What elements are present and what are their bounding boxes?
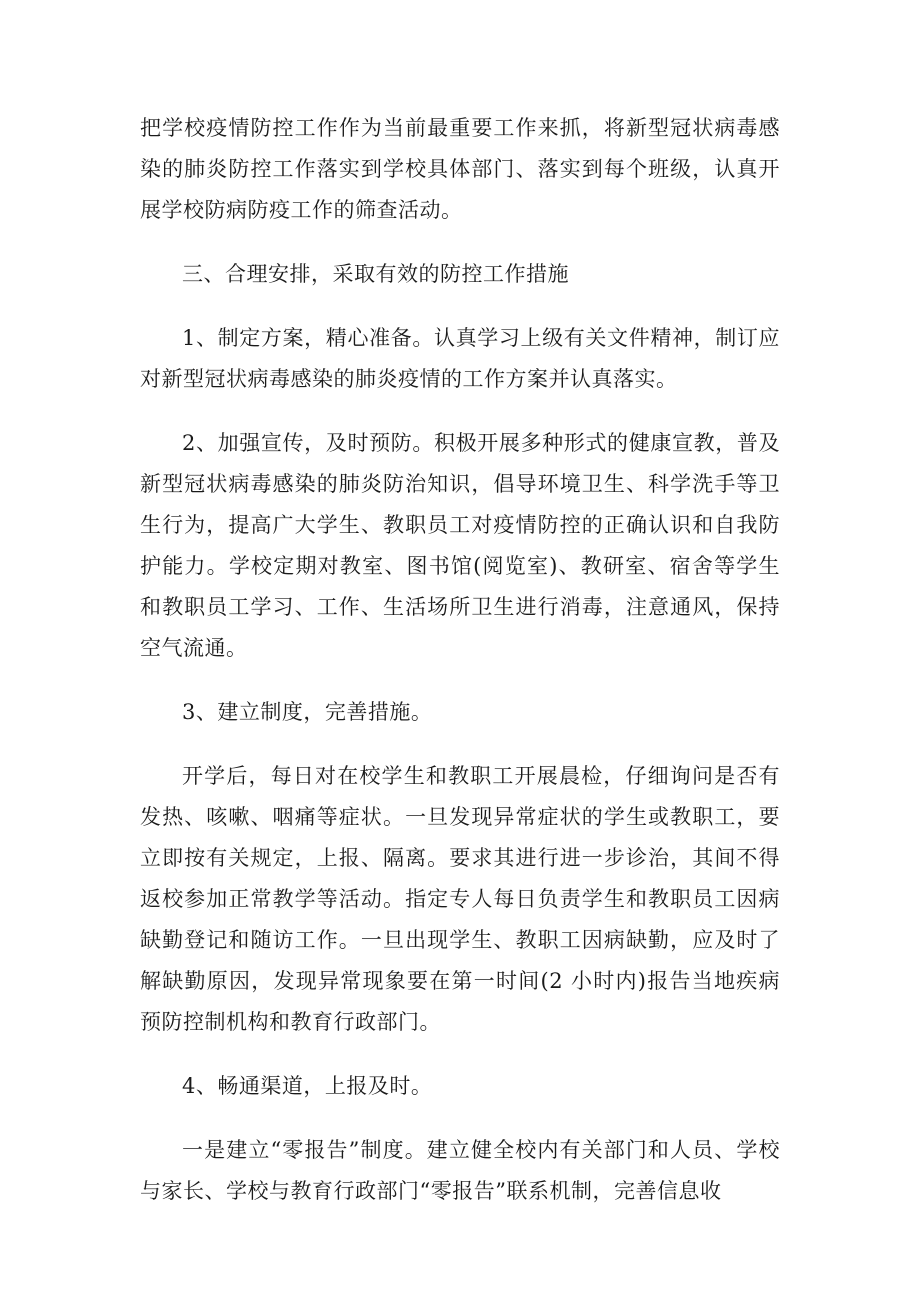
paragraph-item-3-body: 开学后，每日对在校学生和教职工开展晨检，仔细询问是否有发热、咳嗽、咽痛等症状。一旦发现异常症状的学生或教职工，要立即按有关规定，上报、隔离。要求其进行进一步诊治，其间不得返校参加正常教学等活动。指定专人每日负责学生和教职员工因病缺勤登记和随访工作。一旦出现学生、教职工因病缺勤，应及时了解缺勤原因，发现异常现象要在第一时间(2 小时内)报告当地疾病预防控制机构和教育行政部门。	[140, 764, 780, 1034]
paragraph-continuation: 把学校疫情防控工作作为当前最重要工作来抓，将新型冠状病毒感染的肺炎防控工作落实到学校具体部门、落实到每个班级，认真开展学校防病防疫工作的筛查活动。	[140, 116, 780, 222]
paragraph-item-2: 2、加强宣传，及时预防。积极开展多种形式的健康宣教，普及新型冠状病毒感染的肺炎防治知识，倡导环境卫生、科学洗手等卫生行为，提高广大学生、教职员工对疫情防控的正确认识和自我防护能力。学校定期对教室、图书馆(阅览室)、教研室、宿舍等学生和教职员工学习、工作、生活场所卫生进行消毒，注意通风，保持空气流通。	[140, 431, 780, 660]
paragraph-item-4-body: 一是建立“零报告”制度。建立健全校内有关部门和人员、学校与家长、学校与教育行政部门“零报告”联系机制，完善信息收	[140, 1138, 780, 1203]
paragraph-item-4: 4、畅通渠道，上报及时。	[182, 1074, 433, 1098]
paragraph-item-3: 3、建立制度，完善措施。	[182, 700, 433, 724]
document-body	[140, 108, 780, 1235]
section-heading-3: 三、合理安排，采取有效的防控工作措施	[182, 262, 569, 286]
paragraph-item-1: 1、制定方案，精心准备。认真学习上级有关文件精神，制订应对新型冠状病毒感染的肺炎疫情的工作方案并认真落实。	[140, 326, 780, 391]
